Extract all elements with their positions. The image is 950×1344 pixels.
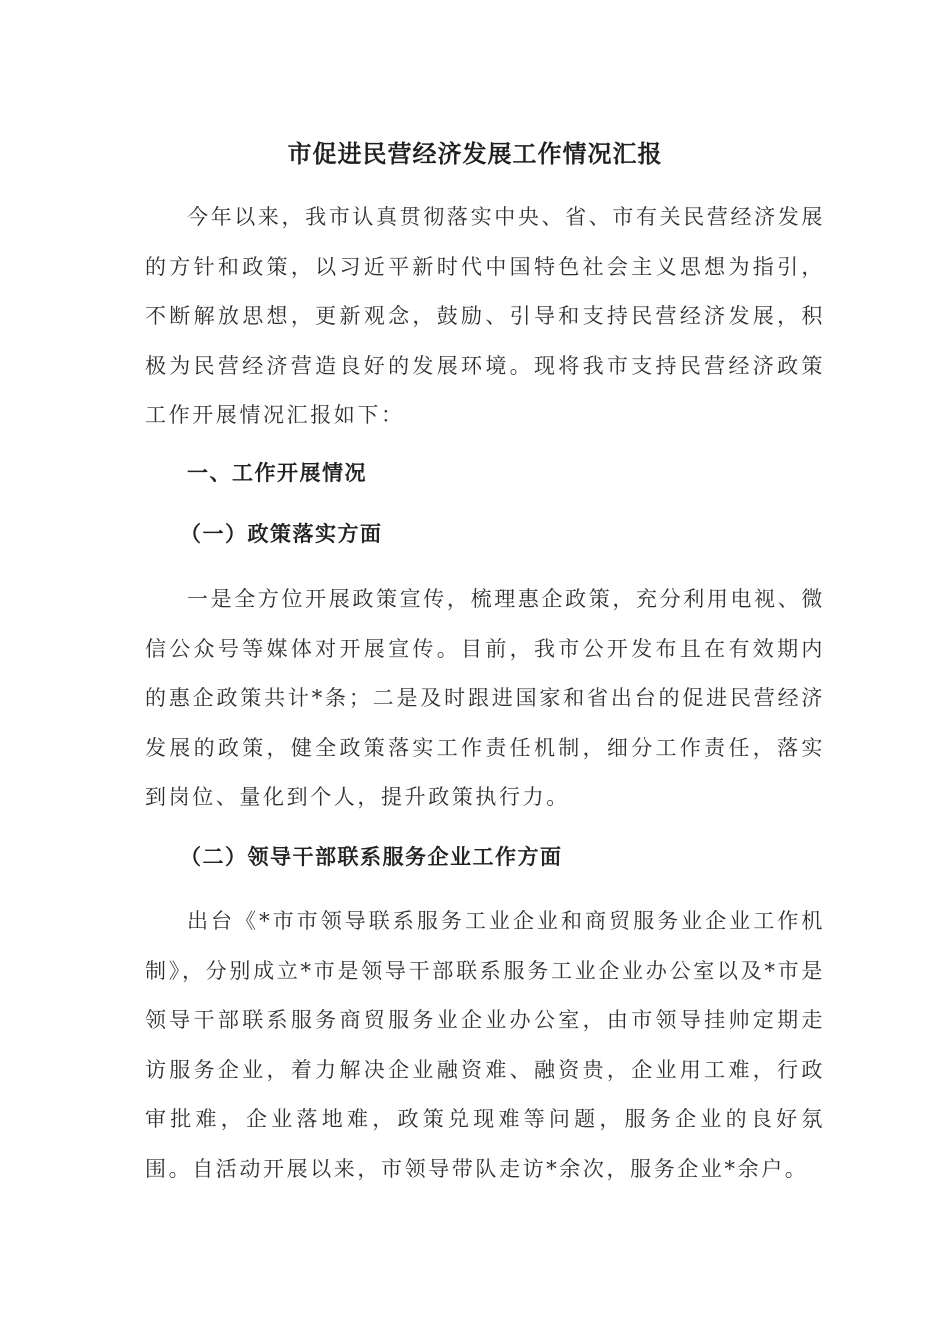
section-heading-work-status: 一、工作开展情况 bbox=[187, 460, 367, 485]
intro-paragraph: 今年以来，我市认真贯彻落实中央、省、市有关民营经济发展的方针和政策，以习近平新时代中国特色社会主义思想为指引，不断解放思想，更新观念，鼓励、引导和支持民营经济发展，积极为民营经济营造良好的发展环境。现将我市支持民营经济政策工作开展情况汇报如下： bbox=[145, 205, 825, 427]
leaders-paragraph: 出台《*市市领导联系服务工业企业和商贸服务业企业工作机制》，分别成立*市是领导干部联系服务工业企业办公室以及*市是领导干部联系服务商贸服务业企业办公室，由市领导挂帅定期走访服务企业，着力解决企业融资难、融资贵，企业用工难，行政审批难，企业落地难，政策兑现难等问题，服务企业的良好氛围。自活动开展以来，市领导带队走访*余次，服务企业*余户。 bbox=[145, 909, 825, 1181]
document-title: 市促进民营经济发展工作情况汇报 bbox=[287, 139, 663, 168]
subsection-heading-leaders: （二）领导干部联系服务企业工作方面 bbox=[180, 844, 563, 869]
subsection-heading-policy: （一）政策落实方面 bbox=[180, 521, 383, 546]
policy-paragraph: 一是全方位开展政策宣传，梳理惠企政策，充分利用电视、微信公众号等媒体对开展宣传。目前，我市公开发布且在有效期内的惠企政策共计*条；二是及时跟进国家和省出台的促进民营经济发展的政策，健全政策落实工作责任机制，细分工作责任，落实到岗位、量化到个人，提升政策执行力。 bbox=[145, 587, 825, 809]
